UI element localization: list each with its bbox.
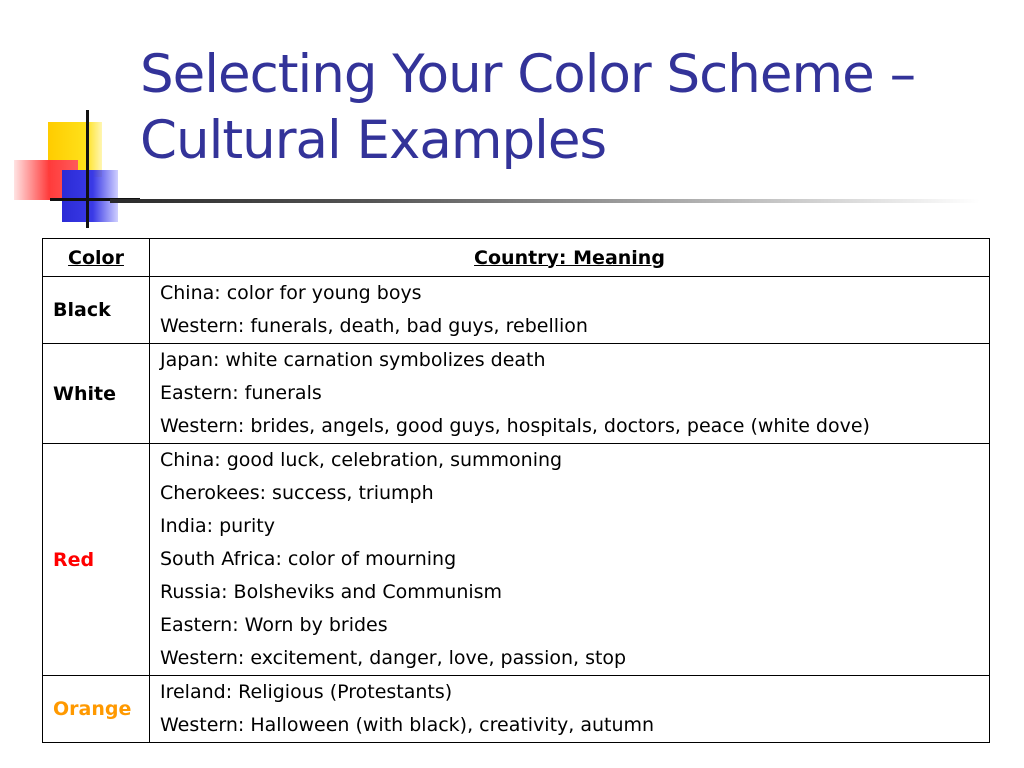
- meanings-cell: [150, 277, 990, 344]
- color-name-cell: White: [43, 344, 150, 444]
- meaning-line: China: good luck, celebration, summoning: [160, 449, 563, 471]
- meaning-line: Western: brides, angels, good guys, hospitals, doctors, peace (white dove): [160, 415, 870, 437]
- meaning-line: Western: funerals, death, bad guys, rebellion: [160, 315, 588, 337]
- table-row: [43, 277, 990, 344]
- meanings-cell: [150, 344, 990, 444]
- meaning-line: Ireland: Religious (Protestants): [160, 681, 453, 703]
- table-body: [43, 277, 990, 743]
- crosshair-vertical-line: [86, 110, 89, 228]
- color-meaning-table: [42, 238, 990, 743]
- meaning-line: Russia: Bolsheviks and Communism: [160, 581, 503, 603]
- title-underline: [110, 199, 980, 203]
- slide-title: [140, 42, 1010, 174]
- meaning-line: Cherokees: success, triumph: [160, 482, 434, 504]
- color-name-cell: Black: [43, 277, 150, 344]
- meanings-cell: [150, 444, 990, 676]
- header-color: Color: [43, 239, 150, 277]
- table-row: [43, 344, 990, 444]
- table-row: [43, 444, 990, 676]
- header-country-meaning: Country: Meaning: [150, 239, 990, 277]
- meanings-cell: [150, 676, 990, 743]
- color-name-cell: Orange: [43, 676, 150, 743]
- meaning-line: China: color for young boys: [160, 282, 422, 304]
- title-line-1: Selecting Your Color Scheme –: [140, 44, 916, 105]
- decorative-logo: [0, 0, 150, 240]
- meaning-line: South Africa: color of mourning: [160, 548, 457, 570]
- color-name-cell: Red: [43, 444, 150, 676]
- table-header-row: [43, 239, 990, 277]
- meaning-line: Japan: white carnation symbolizes death: [160, 349, 546, 371]
- meaning-line: Eastern: funerals: [160, 382, 322, 404]
- table-row: [43, 676, 990, 743]
- meaning-line: India: purity: [160, 515, 275, 537]
- meaning-line: Eastern: Worn by brides: [160, 614, 388, 636]
- blue-square: [62, 170, 118, 222]
- title-line-2: Cultural Examples: [140, 110, 607, 171]
- meaning-line: Western: Halloween (with black), creativity, autumn: [160, 714, 655, 736]
- meaning-line: Western: excitement, danger, love, passion, stop: [160, 647, 627, 669]
